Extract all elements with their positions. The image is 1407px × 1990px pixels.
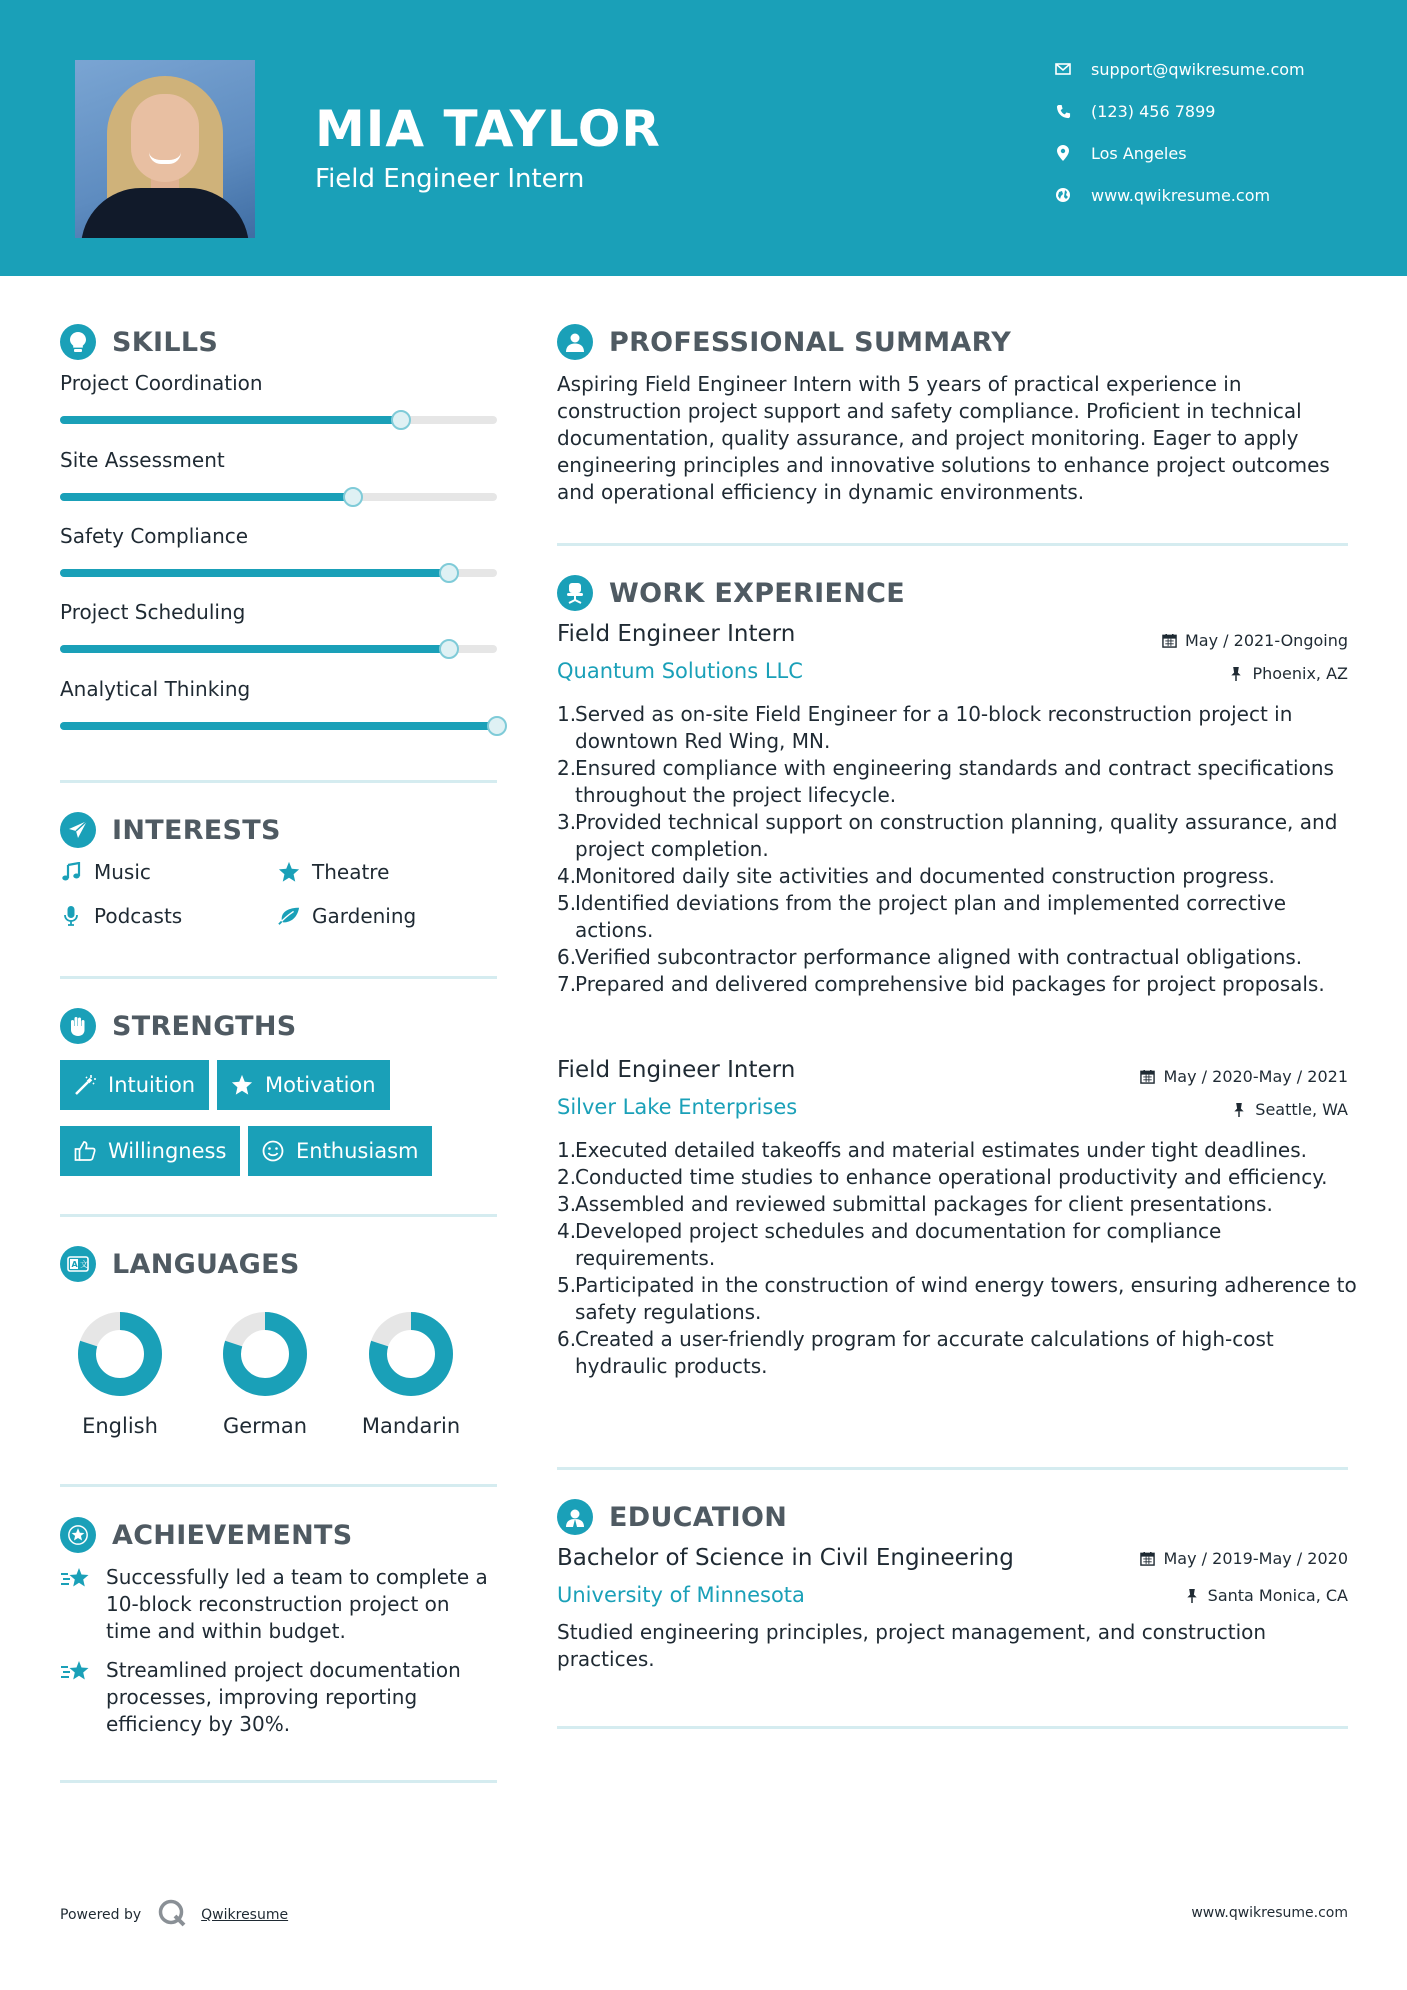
skill-slider-handle: [343, 487, 363, 507]
language-donut: [351, 1304, 471, 1404]
phone-icon: [1055, 103, 1071, 119]
list-item: 6. Created a user-friendly program for accurate calculations of high-cost hydraulic products.: [557, 1327, 1274, 1378]
list-item: 1. Executed detailed takeoffs and material estimates under tight deadlines.: [557, 1138, 1307, 1162]
languages-heading: A 文 LANGUAGES: [60, 1244, 300, 1284]
skill-label: Safety Compliance: [60, 524, 249, 548]
calendar-icon: [1140, 1069, 1156, 1085]
interest-item: Podcasts: [60, 904, 182, 928]
section-divider: [557, 543, 1348, 546]
summary-text: Aspiring Field Engineer Intern with 5 years of practical experience in construction project support and safety compliance. Proficient in technical documentation, quality assurance, and project monitoring. Eager to apply engineering principles and innovative solutions to enhance project outcomes and operational efficiency in dynamic environments.: [557, 372, 1330, 504]
user-icon: [557, 324, 593, 360]
skill-slider-handle: [439, 563, 459, 583]
list-item: 1. Served as on-site Field Engineer for a 10-block reconstruction project in downtown Red Wing, MN.: [557, 702, 1293, 753]
company-name: Silver Lake Enterprises: [557, 1095, 798, 1119]
list-item: 2. Ensured compliance with engineering standards and contract specifications throughout the project lifecycle.: [557, 756, 1334, 807]
skill-label: Project Coordination: [60, 371, 263, 395]
thumbs-up-icon: [74, 1140, 96, 1162]
footer-powered-by: Powered by Qwikresume: [60, 1898, 288, 1932]
job-date: May / 2020-May / 2021: [1140, 1067, 1349, 1086]
education-date: May / 2019-May / 2020: [1140, 1549, 1349, 1568]
skill-label: Site Assessment: [60, 448, 225, 472]
language-label: German: [222, 1414, 308, 1438]
language-proficiency-chart: [60, 1304, 180, 1404]
pushpin-icon: [1184, 1588, 1200, 1604]
music-note-icon: [60, 861, 82, 883]
contact-location: Los Angeles: [1055, 141, 1375, 165]
skill-slider-handle: [391, 410, 411, 430]
shooting-star-icon: [60, 1659, 92, 1685]
list-item: 6. Verified subcontractor performance aligned with contractual obligations.: [557, 945, 1303, 969]
globe-icon: [1055, 187, 1071, 203]
section-divider: [60, 1780, 497, 1783]
microphone-icon: [60, 905, 82, 927]
list-item: 5. Identified deviations from the project plan and implemented corrective actions.: [557, 891, 1287, 942]
section-divider: [557, 1467, 1348, 1470]
interest-item: Theatre: [278, 860, 389, 884]
achievement-item: Successfully led a team to complete a 10-block reconstruction project on time and within budget.: [60, 1564, 500, 1645]
strength-badge: Intuition: [60, 1060, 209, 1110]
job-bullet-list: [557, 701, 1357, 998]
job-title: Field Engineer Intern: [557, 1057, 796, 1083]
office-chair-icon: [557, 575, 593, 611]
language-card-icon: [60, 1246, 96, 1282]
list-item: 3. Provided technical support on construction planning, quality assurance, and project completion.: [557, 810, 1338, 861]
svg-text:文: 文: [80, 1260, 88, 1269]
experience-heading: WORK EXPERIENCE: [557, 573, 905, 613]
smiley-icon: [262, 1140, 284, 1162]
section-divider: [60, 780, 497, 783]
education-location: Santa Monica, CA: [1184, 1586, 1348, 1605]
envelope-icon: [1055, 61, 1071, 77]
profile-photo: [75, 60, 255, 238]
list-item: 5. Participated in the construction of wind energy towers, ensuring adherence to safety regulations.: [557, 1273, 1357, 1324]
section-divider: [60, 1484, 497, 1487]
list-item: 4. Monitored daily site activities and documented construction progress.: [557, 864, 1275, 888]
strength-badge: Enthusiasm: [248, 1126, 432, 1176]
section-divider: [60, 976, 497, 979]
education-heading: EDUCATION: [557, 1497, 787, 1537]
paper-plane-icon: [60, 812, 96, 848]
list-item: 3. Assembled and reviewed submittal packages for client presentations.: [557, 1192, 1273, 1216]
candidate-title: Field Engineer Intern: [315, 164, 585, 194]
skill-slider-handle: [439, 639, 459, 659]
contact-email[interactable]: support@qwikresume.com: [1055, 57, 1375, 81]
job-title: Field Engineer Intern: [557, 621, 796, 647]
star-icon: [278, 861, 300, 883]
skill-slider-handle: [487, 716, 507, 736]
list-item: 4. Developed project schedules and documentation for compliance requirements.: [557, 1219, 1222, 1270]
language-proficiency-chart: [205, 1304, 325, 1404]
school-name: University of Minnesota: [557, 1583, 805, 1607]
list-item: 2. Conducted time studies to enhance operational productivity and efficiency.: [557, 1165, 1328, 1189]
job-location: Seattle, WA: [1231, 1100, 1348, 1119]
job-location: Phoenix, AZ: [1228, 664, 1348, 683]
skill-label: Project Scheduling: [60, 600, 246, 624]
language-donut: [60, 1304, 180, 1404]
raised-hand-icon: [60, 1008, 96, 1044]
education-description: Studied engineering principles, project management, and construction practices.: [557, 1620, 1267, 1671]
pushpin-icon: [1231, 1102, 1247, 1118]
qwikresume-link[interactable]: Qwikresume: [201, 1907, 289, 1923]
svg-text:A: A: [71, 1260, 78, 1269]
list-item: 7. Prepared and delivered comprehensive bid packages for project proposals.: [557, 972, 1325, 996]
header-banner: [0, 0, 1407, 276]
strength-badge: Willingness: [60, 1126, 240, 1176]
skill-bar: [60, 493, 497, 501]
section-divider: [60, 1214, 497, 1217]
language-donut: [205, 1304, 325, 1404]
magic-wand-icon: [74, 1074, 96, 1096]
graduate-icon: [557, 1499, 593, 1535]
achievement-item: Streamlined project documentation processes, improving reporting efficiency by 30%.: [60, 1657, 500, 1738]
pushpin-icon: [1228, 666, 1244, 682]
company-name: Quantum Solutions LLC: [557, 659, 803, 683]
skills-heading: SKILLS: [60, 322, 218, 362]
award-star-icon: [60, 1517, 96, 1553]
skill-bar: [60, 645, 497, 653]
candidate-name: MIA TAYLOR: [315, 100, 661, 158]
job-bullet-list: [557, 1137, 1357, 1380]
star-icon: [231, 1074, 253, 1096]
contact-website[interactable]: www.qwikresume.com: [1055, 183, 1375, 207]
job-date: May / 2021-Ongoing: [1161, 631, 1348, 650]
map-pin-icon: [1055, 145, 1071, 161]
contact-phone[interactable]: (123) 456 7899: [1055, 99, 1375, 123]
skill-bar: [60, 416, 497, 424]
calendar-icon: [1140, 1551, 1156, 1567]
skill-bar: [60, 722, 497, 730]
lightbulb-icon: [60, 324, 96, 360]
skill-bar: [60, 569, 497, 577]
calendar-icon: [1161, 633, 1177, 649]
language-proficiency-chart: [351, 1304, 471, 1404]
strengths-heading: STRENGTHS: [60, 1006, 297, 1046]
skill-label: Analytical Thinking: [60, 677, 251, 701]
shooting-star-icon: [60, 1566, 92, 1592]
summary-heading: PROFESSIONAL SUMMARY: [557, 322, 1011, 362]
degree-title: Bachelor of Science in Civil Engineering: [557, 1545, 1014, 1571]
footer-website-link[interactable]: www.qwikresume.com: [1191, 1905, 1348, 1921]
qwikresume-logo-icon: [157, 1898, 187, 1932]
interests-heading: INTERESTS: [60, 810, 281, 850]
language-label: English: [82, 1414, 158, 1438]
strength-badge: Motivation: [217, 1060, 390, 1110]
achievements-heading: ACHIEVEMENTS: [60, 1515, 353, 1555]
section-divider: [557, 1726, 1348, 1729]
interest-item: Gardening: [278, 904, 416, 928]
language-label: Mandarin: [361, 1414, 461, 1438]
leaf-icon: [278, 905, 300, 927]
interest-item: Music: [60, 860, 151, 884]
